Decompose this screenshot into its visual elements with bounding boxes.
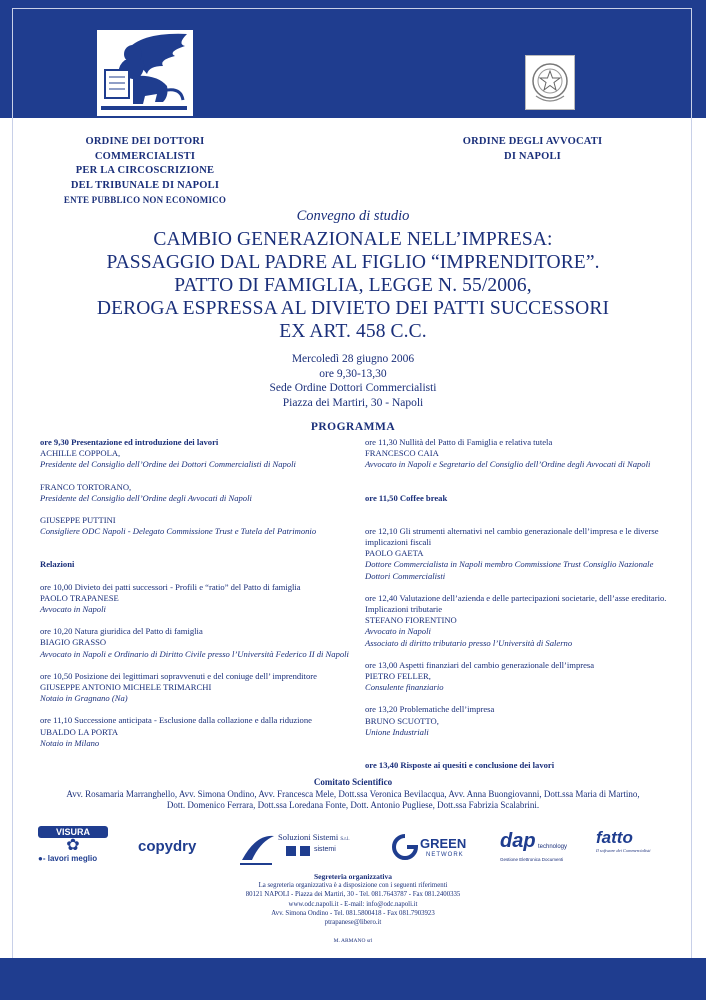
talk-topic: ore 12,10 Gli strumenti alternativi nel cambio generazionale dell’impresa e le diverse implicazioni fiscali (365, 525, 659, 548)
fatto-tagline: Il software dei Commercialisti (596, 848, 651, 853)
speaker-name: FRANCESCO CAIA (365, 448, 439, 459)
bottom-band (0, 958, 706, 1000)
soluzioni-text: Soluzioni Sistemi (278, 832, 339, 842)
event-venue: Sede Ordine Dottori Commercialisti (269, 382, 437, 394)
soluzioni-square-icon (300, 846, 310, 856)
talk-topic: ore 11,10 Successione anticipata - Esclusione dalla collazione e dalla riduzione (40, 715, 312, 726)
comitato-members: Dott. Domenico Ferrara, Dott.ssa Loredana Fonte, Dott. Antonio Pugliese, Dott.ssa Fabrizia Scalabrini. (166, 800, 540, 810)
printer-credit: M. ARMANO srl (333, 938, 373, 944)
speaker-name: PAOLO TRAPANESE (40, 592, 119, 603)
green-wordmark: GREEN (420, 836, 467, 851)
speaker-role: Consigliere ODC Napoli - Delegato Commissione Trust e Tutela del Patrimonio (40, 526, 317, 537)
talk-topic: ore 12,40 Valutazione dell’azienda e delle partecipazioni societarie, dell’asse ereditario. Implicazioni tributarie (365, 592, 667, 615)
org-left-line: ORDINE DEI DOTTORI COMMERCIALISTI (85, 136, 205, 162)
closing-session: ore 13,40 Risposte ai quesiti e conclusione dei lavori (365, 760, 555, 771)
event-type: Convegno di studio (296, 208, 410, 224)
fatto-wordmark: fatto (596, 828, 633, 847)
event-title (0, 228, 706, 343)
coffee-break: ore 11,50 Coffee break (365, 492, 448, 503)
green-network-logo (392, 832, 482, 866)
speaker-name: FRANCO TORTORANO, (40, 481, 132, 492)
speaker-name: GIUSEPPE ANTONIO MICHELE TRIMARCHI (40, 682, 212, 693)
segreteria-title: Segreteria organizzativa (314, 872, 392, 881)
talk-topic: ore 13,20 Problematiche dell’impresa (365, 704, 495, 715)
title-line: EX ART. 458 C.C. (279, 321, 427, 342)
soluzioni-srl: S.r.l. (340, 837, 350, 842)
speaker-name: PAOLO GAETA (365, 548, 424, 559)
comitato-title: Comitato Scientifico (313, 777, 393, 787)
italian-emblem-logo (525, 55, 575, 110)
org-left-line: DEL TRIBUNALE DI NAPOLI (70, 179, 220, 191)
talk-topic: ore 10,20 Natura giuridica del Patto di famiglia (40, 626, 203, 637)
comitato-scientifico (0, 777, 706, 812)
dap-technology-logo (500, 830, 578, 866)
speaker-name: GIUSEPPE PUTTINI (40, 515, 116, 526)
org-left-heading (40, 135, 250, 208)
talk-topic: ore 10,00 Divieto dei patti successori - Profili e “ratio” del Patto di famiglia (40, 581, 301, 592)
program-right-column (365, 437, 675, 771)
sponsor-logos (0, 826, 706, 870)
speaker-role: Notaio in Gragnano (Na) (40, 693, 128, 704)
org-right-line: ORDINE DEGLI AVVOCATI (462, 136, 603, 147)
speaker-name: BIAGIO GRASSO (40, 637, 107, 648)
org-right-line: DI NAPOLI (504, 150, 561, 162)
dap-technology-text: technology (538, 844, 568, 850)
speaker-role: Avvocato in Napoli (365, 626, 431, 637)
talk-topic: ore 11,30 Nullità del Patto di Famiglia e relativa tutela (365, 437, 553, 447)
org-left-subtitle: ENTE PUBBLICO NON ECONOMICO (63, 195, 227, 205)
talk-topic: ore 13,00 Aspetti finanziari del cambio generazionale dell’impresa (365, 659, 595, 670)
sistemi-text: sistemi (314, 846, 336, 853)
speaker-role: Presidente del Consiglio dell’Ordine degli Avvocati di Napoli (40, 492, 252, 503)
visura-wordmark: VISURA (38, 826, 108, 838)
copydry-logo: copydry (138, 838, 197, 855)
segreteria-line: 80121 NAPOLI - Piazza dei Martiri, 30 - Tel. 081.7643787 - Fax 081.2400335 (245, 891, 461, 899)
fatto-logo (596, 828, 676, 866)
soluzioni-swoosh-icon (238, 830, 276, 866)
speaker-role: Consulente finanziario (365, 682, 444, 693)
talk-topic: ore 10,50 Posizione dei legittimari sopravvenuti e del coniuge dell’ imprenditore (40, 670, 317, 681)
org-left-line: PER LA CIRCOSCRIZIONE (75, 165, 215, 176)
soluzioni-sistemi-logo (238, 830, 363, 866)
segreteria-line: Avv. Simona Ondino - Tel. 081.5800418 - Fax 081.7903923 (271, 909, 435, 917)
speaker-role: Avvocato in Napoli e Segretario del Consiglio dell’Ordine degli Avvocati di Napoli (365, 459, 651, 470)
opening-session: ore 9,30 Presentazione ed introduzione dei lavori (40, 437, 219, 447)
programma-heading: PROGRAMMA (310, 421, 396, 433)
comitato-members: Avv. Rosamaria Marranghello, Avv. Simona Ondino, Avv. Francesca Mele, Dott.ssa Veronica Bevilacqua, Avv. Anna Buongiovanni, Dott.ssa Maria di Martino, (66, 788, 640, 799)
visura-emblem-icon: ✿ (66, 837, 80, 854)
soluzioni-square-icon (286, 846, 296, 856)
segreteria-line: La segreteria organizzativa è a disposizione con i seguenti riferimenti (258, 882, 448, 890)
speaker-name: ACHILLE COPPOLA, (40, 448, 121, 459)
speaker-role: Dottore Commercialista in Napoli membro Commissione Trust Consiglio Nazionale Dottori Commercialisti (365, 559, 654, 581)
title-line: DEROGA ESPRESSA AL DIVIETO DEI PATTI SUCCESSORI (96, 298, 610, 319)
winged-lion-logo (97, 30, 193, 116)
speaker-role: Avvocato in Napoli (40, 604, 106, 615)
speaker-role: Associato di diritto tributario presso l’Università di Salerno (365, 637, 573, 648)
event-date: Mercoledì 28 giugno 2006 (291, 353, 415, 365)
network-wordmark: NETWORK (426, 852, 464, 858)
dap-tagline: Gestione Elettronica Documenti (500, 857, 564, 862)
soluzioni-name (278, 832, 350, 842)
speaker-name: PIETRO FELLER, (365, 671, 431, 682)
dap-wordmark: dap (500, 830, 536, 852)
speaker-role: Notaio in Milano (40, 737, 100, 748)
visura-tag-text: - lavori meglio (42, 854, 98, 863)
title-line: PASSAGGIO DAL PADRE AL FIGLIO “IMPRENDITORE”. (106, 252, 600, 273)
speaker-name: UBALDO LA PORTA (40, 726, 119, 737)
program-left-column (40, 437, 360, 749)
title-line: PATTO DI FAMIGLIA, LEGGE N. 55/2006, (174, 275, 532, 296)
speaker-name: BRUNO SCUOTTO, (365, 715, 439, 726)
segreteria-line: www.odc.napoli.it - E-mail: info@odc.napoli.it (288, 900, 418, 908)
org-right-heading (440, 135, 625, 164)
event-details (0, 352, 706, 410)
segreteria-email: ptrapanese@libero.it (324, 919, 382, 927)
speaker-role: Avvocato in Napoli e Ordinario di Diritto Civile presso l’Università Federico II di Napoli (40, 648, 349, 659)
speaker-role: Presidente del Consiglio dell’Ordine dei Dottori Commercialisti di Napoli (40, 459, 296, 470)
speaker-role: Unione Industriali (365, 726, 429, 737)
visura-tagline: ●- lavori meglio (38, 854, 98, 863)
relazioni-label: Relazioni (40, 559, 75, 570)
event-address: Piazza dei Martiri, 30 - Napoli (282, 396, 424, 409)
speaker-name: STEFANO FIORENTINO (365, 615, 457, 626)
title-line: CAMBIO GENERAZIONALE NELL’IMPRESA: (153, 229, 553, 250)
segreteria-organizzativa (0, 872, 706, 927)
green-network-swirl-icon (392, 834, 418, 860)
event-time: ore 9,30-13,30 (319, 367, 387, 380)
visura-logo (38, 826, 108, 866)
